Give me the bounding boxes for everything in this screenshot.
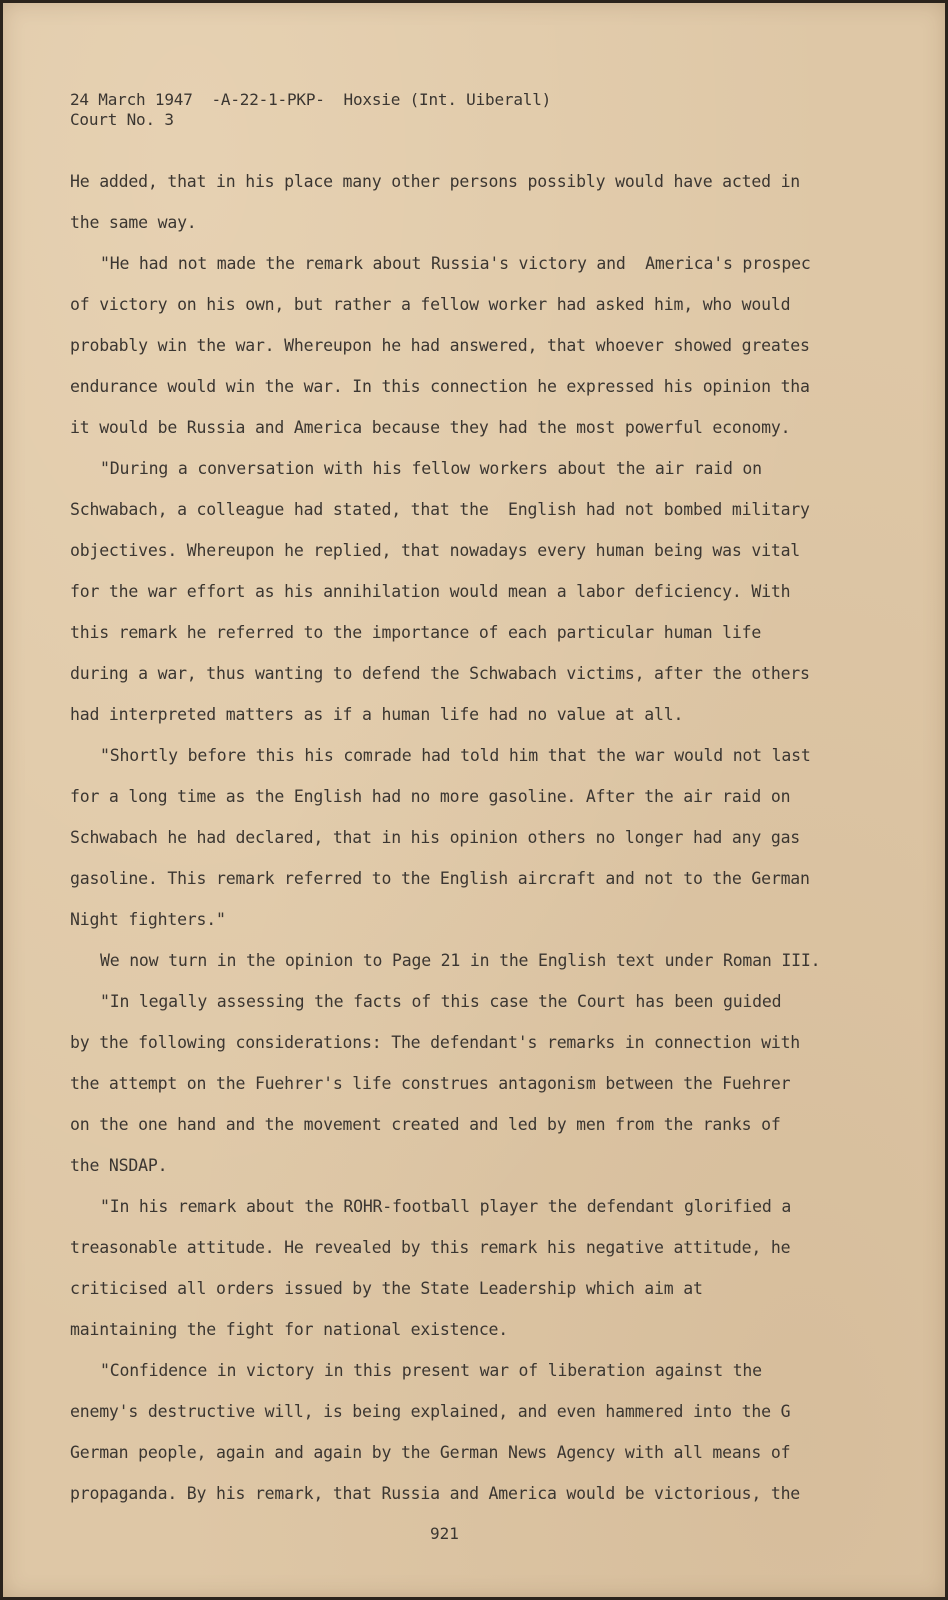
body-line: gasoline. This remark referred to the English aircraft and not to the German — [70, 869, 810, 888]
body-line: We now turn in the opinion to Page 21 in the English text under Roman III. — [100, 951, 821, 970]
body-line: "In legally assessing the facts of this case the Court has been guided — [100, 992, 782, 1011]
body-line: for a long time as the English had no more gasoline. After the air raid on — [70, 787, 791, 806]
body-line: treasonable attitude. He revealed by this remark his negative attitude, he — [70, 1238, 791, 1257]
body-line: "Confidence in victory in this present war of liberation against the — [100, 1361, 762, 1380]
body-line: enemy's destructive will, is being explained, and even hammered into the G — [70, 1402, 791, 1421]
body-line: probably win the war. Whereupon he had answered, that whoever showed greates — [70, 336, 810, 355]
body-line: during a war, thus wanting to defend the Schwabach victims, after the others — [70, 664, 810, 683]
body-line: propaganda. By his remark, that Russia and America would be victorious, the — [70, 1484, 801, 1503]
body-line: the NSDAP. — [70, 1156, 168, 1175]
body-line: it would be Russia and America because they had the most powerful economy. — [70, 418, 791, 437]
header-line-2: Court No. 3 — [70, 110, 174, 129]
body-line: "During a conversation with his fellow workers about the air raid on — [100, 459, 762, 478]
header-line-1: 24 March 1947 -A-22-1-PKP- Hoxsie (Int. Uiberall) — [70, 90, 552, 109]
body-line: "Shortly before this his comrade had told him that the war would not last — [100, 746, 811, 765]
body-line: the attempt on the Fuehrer's life construes antagonism between the Fuehrer — [70, 1074, 791, 1093]
body-line: Schwabach, a colleague had stated, that the English had not bombed military — [70, 500, 810, 519]
body-line: this remark he referred to the importance of each particular human life — [70, 623, 762, 642]
body-line: for the war effort as his annihilation would mean a labor deficiency. With — [70, 582, 791, 601]
body-line: objectives. Whereupon he replied, that nowadays every human being was vital — [70, 541, 801, 560]
body-line: Night fighters." — [70, 910, 226, 929]
body-line: German people, again and again by the German News Agency with all means of — [70, 1443, 791, 1462]
body-line: maintaining the fight for national existence. — [70, 1320, 509, 1339]
body-line: criticised all orders issued by the State Leadership which aim at — [70, 1279, 703, 1298]
body-line: of victory on his own, but rather a fellow worker had asked him, who would — [70, 295, 791, 314]
body-line: endurance would win the war. In this connection he expressed his opinion tha — [70, 377, 810, 396]
body-line: by the following considerations: The defendant's remarks in connection with — [70, 1033, 801, 1052]
body-line: on the one hand and the movement created and led by men from the ranks of — [70, 1115, 781, 1134]
body-line: had interpreted matters as if a human life had no value at all. — [70, 705, 684, 724]
body-line: Schwabach he had declared, that in his opinion others no longer had any gas — [70, 828, 801, 847]
page-number: 921 — [430, 1524, 459, 1543]
body-line: He added, that in his place many other persons possibly would have acted in — [70, 172, 801, 191]
body-line: the same way. — [70, 213, 197, 232]
body-line: "In his remark about the ROHR-football player the defendant glorified a — [100, 1197, 792, 1216]
body-line: "He had not made the remark about Russia's victory and America's prospec — [100, 254, 811, 273]
